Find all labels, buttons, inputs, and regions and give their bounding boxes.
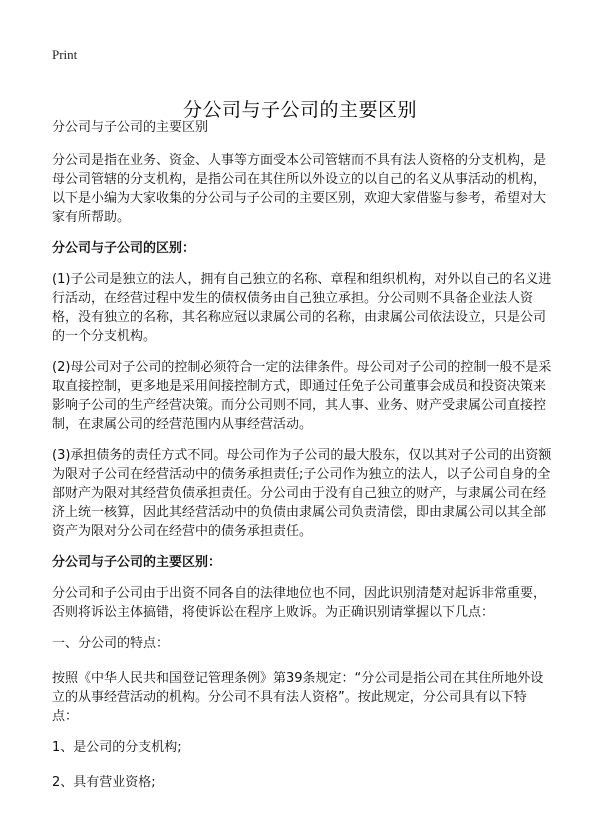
document-body [52,118,552,808]
law-paragraph: 按照《中华人民共和国登记管理条例》第39条规定：“分公司是指公司在其住所地外设立的从事经营活动的机构。分公司不具有法人资格”。按此规定，分公司具有以下特点： [52,671,544,724]
document-subtitle: 分公司与子公司的主要区别 [52,120,209,135]
feature-item-2: 2、具有营业资格; [52,775,156,790]
print-label: Print [52,47,78,62]
section-branch-features: 一、分公司的特点： [52,636,170,651]
section-heading-differences: 分公司与子公司的区别： [52,241,196,256]
difference-point-3: (3)承担债务的责任方式不同。母公司作为子公司的最大股东，仅以其对子公司的出资额为限对子公司在经营活动中的债务承担责任;子公司作为独立的法人，以子公司自身的全部财产为限对其经营负债承担责任。分公司由于没有自己独立的财产，与隶属公司在经济上统一核算，因此其经营活动中的负债由隶属公司负责清偿，即由隶属公司以其全部资产为限对分公司在经营中的债务承担责任。 [52,448,552,539]
document-title: 分公司与子公司的主要区别 [182,98,417,121]
section-heading-main-differences: 分公司与子公司的主要区别： [52,555,222,570]
identify-paragraph: 分公司和子公司由于出资不同各自的法律地位也不同，因此识别清楚对起诉非常重要，否则将诉讼主体搞错，将使诉讼在程序上败诉。为正确识别请掌握以下几点： [52,586,547,620]
intro-paragraph: 分公司是指在业务、资金、人事等方面受本公司管辖而不具有法人资格的分支机构，是母公司管辖的分支机构，是指公司在其住所以外设立的以自己的名义从事活动的机构，以下是小编为大家收集的分公司与子公司的主要区别，欢迎大家借鉴与参考，希望对大家有所帮助。 [52,153,547,225]
difference-point-1: (1)子公司是独立的法人，拥有自己独立的名称、章程和组织机构，对外以自己的名义进行活动，在经营过程中发生的债权债务由自己独立承担。分公司则不具备企业法人资格，没有独立的名称，其名称应冠以隶属公司的名称，由隶属公司依法设立，只是公司的一个分支机构。 [52,272,552,344]
feature-item-1: 1、是公司的分支机构; [52,740,182,755]
difference-point-2: (2)母公司对子公司的控制必须符合一定的法律条件。母公司对子公司的控制一般不是采取直接控制，更多地是采用间接控制方式，即通过任免子公司董事会成员和投资决策来影响子公司的生产经营决策。而分公司则不同，其人事、业务、财产受隶属公司直接控制，在隶属公司的经营范围内从事经营活动。 [52,360,552,432]
